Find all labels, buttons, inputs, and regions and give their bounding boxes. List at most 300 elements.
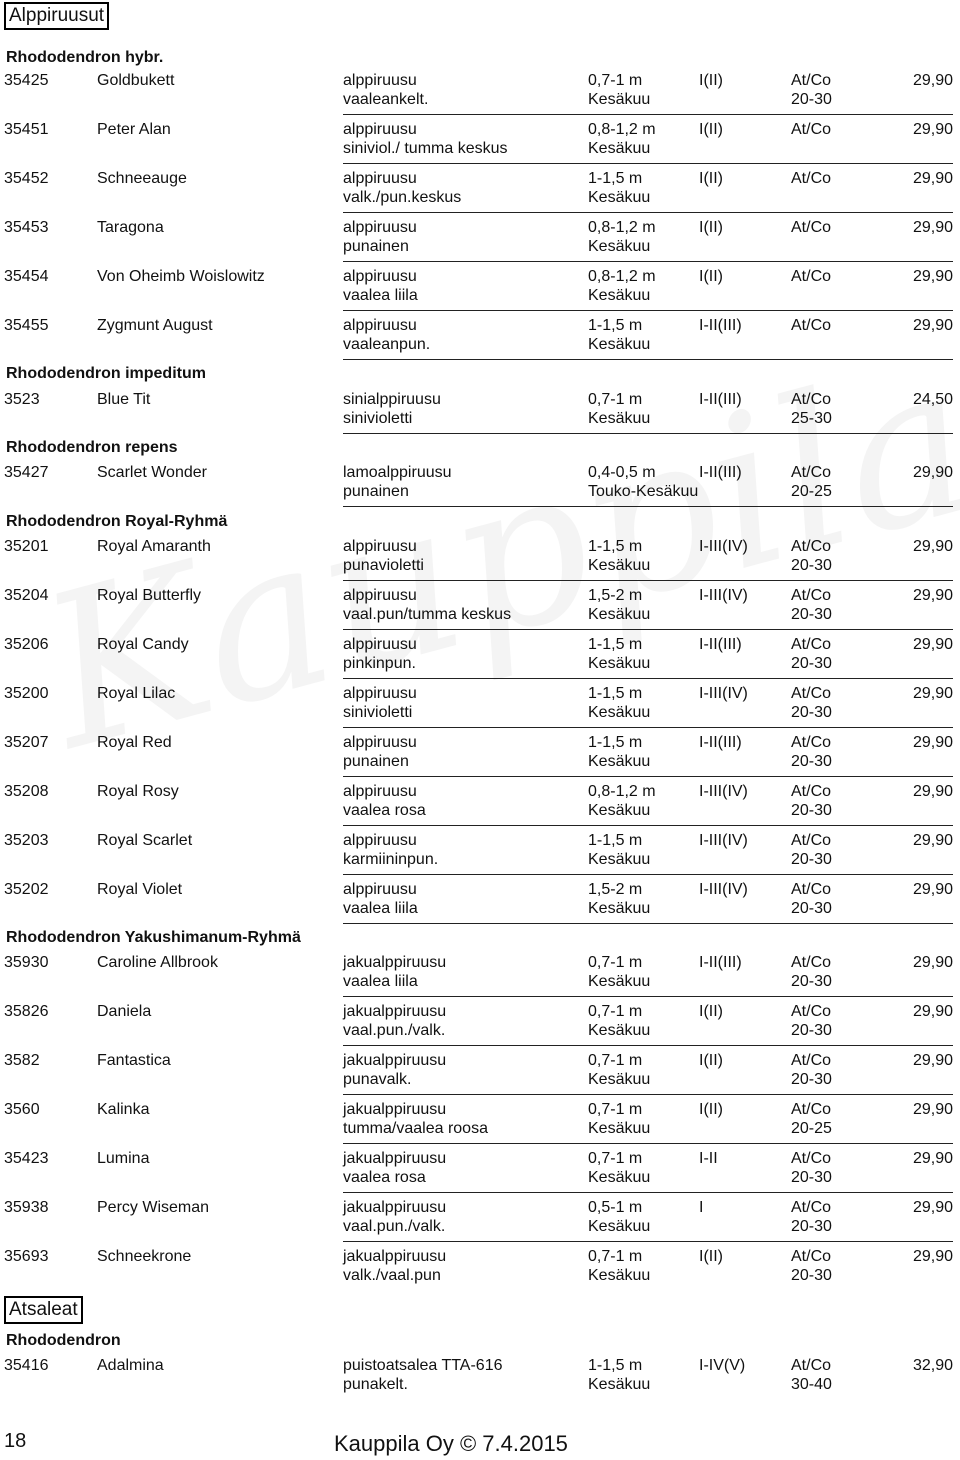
item-code-cell [4, 1051, 40, 1070]
item-type-line2: vaalea liila [343, 900, 418, 917]
item-type-cell [343, 684, 417, 722]
item-name-cell [97, 880, 182, 899]
item-code-cell [4, 390, 40, 409]
item-code: 35208 [4, 783, 49, 800]
item-price-cell [913, 267, 953, 286]
item-height-line2: Kesäkuu [588, 851, 651, 868]
footer-copyright: Kauppila Oy © 7.4.2015 [334, 1431, 568, 1456]
item-name: Schneekrone [97, 1248, 192, 1265]
item-price: 29,90 [912, 954, 953, 971]
item-type-cell [343, 1198, 446, 1236]
item-type: jakualppiruusu [343, 1248, 447, 1265]
item-type: jakualppiruusu [343, 1199, 447, 1216]
row-divider [343, 310, 953, 311]
item-zone-cell [699, 1356, 745, 1375]
row-divider [343, 776, 953, 777]
table-row [0, 218, 960, 267]
item-price-cell [913, 684, 953, 703]
item-soil-cell [791, 1247, 832, 1285]
section-title: Alppiruusut [4, 2, 109, 30]
item-type-line2: punainen [343, 753, 409, 770]
item-price-cell [913, 169, 953, 188]
item-price: 29,90 [912, 219, 953, 236]
item-soil-cell [791, 1149, 832, 1187]
item-code: 3582 [4, 1052, 40, 1069]
row-divider [343, 727, 953, 728]
item-soil-cell [791, 1002, 832, 1040]
item-type-line2: vaalea rosa [343, 1169, 426, 1186]
item-soil: At/Co [791, 954, 832, 971]
item-type: jakualppiruusu [343, 1150, 447, 1167]
item-soil: At/Co [791, 268, 832, 285]
group-title: Rhododendron hybr. [6, 49, 164, 66]
item-zone-cell [699, 880, 748, 899]
item-zone: I(II) [699, 170, 723, 187]
item-soil-line2: 20-30 [791, 1071, 832, 1088]
item-soil: At/Co [791, 783, 832, 800]
item-code-cell [4, 267, 49, 286]
item-height-cell [588, 267, 656, 305]
item-zone: I-II(III) [699, 464, 742, 481]
item-zone: I(II) [699, 268, 723, 285]
item-code: 35454 [4, 268, 49, 285]
item-zone: I(II) [699, 72, 723, 89]
item-height-line2: Kesäkuu [588, 557, 651, 574]
table-row [0, 1149, 960, 1198]
item-name: Blue Tit [97, 391, 151, 408]
item-type: puistoatsalea TTA-616 [343, 1357, 503, 1374]
item-soil-line2: 20-30 [791, 900, 832, 917]
item-price: 29,90 [912, 832, 953, 849]
item-code-cell [4, 1356, 49, 1375]
item-zone-cell [699, 1002, 723, 1021]
item-price: 29,90 [912, 1052, 953, 1069]
item-soil-line2: 20-30 [791, 704, 832, 721]
item-code-cell [4, 1247, 49, 1266]
item-price: 29,90 [912, 1003, 953, 1020]
item-price-cell [913, 1149, 953, 1168]
item-type: alppiruusu [343, 685, 417, 702]
item-name-cell [97, 120, 171, 139]
item-soil-cell [791, 120, 831, 139]
item-height: 1-1,5 m [588, 685, 643, 702]
item-zone-cell [699, 463, 742, 482]
item-zone: I-II(III) [699, 954, 742, 971]
item-height: 0,8-1,2 m [588, 783, 656, 800]
row-divider [343, 1045, 953, 1046]
item-height-cell [588, 463, 698, 501]
item-name-cell [97, 71, 174, 90]
item-height-line2: Kesäkuu [588, 1267, 651, 1284]
item-soil: At/Co [791, 734, 832, 751]
item-name-cell [97, 733, 172, 752]
item-type: alppiruusu [343, 72, 417, 89]
item-name-cell [97, 1356, 164, 1375]
item-price-cell [913, 218, 953, 237]
item-type-line2: vaal.pun/tumma keskus [343, 606, 512, 623]
group-title: Rhododendron impeditum [6, 365, 206, 382]
item-price-cell [913, 586, 953, 605]
item-soil-line2: 20-30 [791, 1169, 832, 1186]
item-type-line2: pinkinpun. [343, 655, 416, 672]
item-zone-cell [699, 218, 723, 237]
item-type-line2: punainen [343, 483, 409, 500]
item-price-cell [913, 782, 953, 801]
item-price: 29,90 [912, 121, 953, 138]
item-zone-cell [699, 684, 748, 703]
table-row [0, 684, 960, 733]
item-height: 0,7-1 m [588, 72, 643, 89]
item-name-cell [97, 316, 213, 335]
item-price-cell [913, 316, 953, 335]
item-zone-cell [699, 1149, 718, 1168]
item-zone-cell [699, 316, 742, 335]
item-height-cell [588, 316, 650, 354]
item-soil: At/Co [791, 391, 832, 408]
item-soil: At/Co [791, 219, 832, 236]
item-zone: I-II(III) [699, 317, 742, 334]
table-row [0, 1356, 960, 1405]
item-type-cell [343, 1002, 446, 1040]
item-soil-cell [791, 71, 832, 109]
item-soil-cell [791, 1100, 832, 1138]
item-zone-cell [699, 782, 748, 801]
item-type-line2: sinivioletti [343, 410, 413, 427]
item-zone-cell [699, 267, 723, 286]
item-name-cell [97, 586, 201, 605]
item-zone-cell [699, 953, 742, 972]
item-type-line2: siniviol./ tumma keskus [343, 140, 508, 157]
item-type: alppiruusu [343, 881, 417, 898]
group-divider [343, 359, 953, 360]
item-name-cell [97, 953, 218, 972]
row-divider [343, 1143, 953, 1144]
item-type: jakualppiruusu [343, 1101, 447, 1118]
item-zone: I-III(IV) [699, 587, 748, 604]
item-price-cell [913, 1100, 953, 1119]
item-code: 35200 [4, 685, 49, 702]
item-type-cell [343, 586, 511, 624]
item-zone-cell [699, 635, 742, 654]
item-height: 0,7-1 m [588, 1150, 643, 1167]
item-code: 3560 [4, 1101, 40, 1118]
item-zone: I-II(III) [699, 391, 742, 408]
item-soil-line2: 20-30 [791, 1218, 832, 1235]
item-zone: I [699, 1199, 704, 1216]
item-type-line2: vaaleankelt. [343, 91, 429, 108]
item-zone-cell [699, 1247, 723, 1266]
item-code-cell [4, 733, 49, 752]
item-type: alppiruusu [343, 587, 417, 604]
item-price: 29,90 [912, 464, 953, 481]
table-row [0, 880, 960, 929]
item-price-cell [913, 71, 953, 90]
item-soil: At/Co [791, 832, 832, 849]
item-name: Royal Candy [97, 636, 189, 653]
item-type-line2: vaalea liila [343, 287, 418, 304]
item-type: alppiruusu [343, 219, 417, 236]
item-height: 0,5-1 m [588, 1199, 643, 1216]
item-soil: At/Co [791, 1357, 832, 1374]
item-price: 29,90 [912, 170, 953, 187]
group-divider [343, 506, 953, 507]
item-type-line2: valk./pun.keskus [343, 189, 462, 206]
item-zone: I-II [699, 1150, 718, 1167]
item-zone: I-IV(V) [699, 1357, 746, 1374]
item-height-cell [588, 218, 656, 256]
item-type-cell [343, 733, 417, 771]
item-name-cell [97, 1051, 171, 1070]
item-price-cell [913, 880, 953, 899]
item-name: Scarlet Wonder [97, 464, 207, 481]
item-height-line2: Kesäkuu [588, 1120, 651, 1137]
item-code: 35425 [4, 72, 49, 89]
item-soil: At/Co [791, 72, 832, 89]
table-row [0, 537, 960, 586]
item-type-line2: vaal.pun./valk. [343, 1218, 446, 1235]
item-height-line2: Kesäkuu [588, 802, 651, 819]
row-divider [343, 1192, 953, 1193]
item-soil: At/Co [791, 1101, 832, 1118]
item-height-line2: Kesäkuu [588, 655, 651, 672]
item-soil: At/Co [791, 881, 832, 898]
item-type-line2: karmiininpun. [343, 851, 439, 868]
item-name-cell [97, 1002, 151, 1021]
table-row [0, 120, 960, 169]
item-height-cell [588, 537, 650, 575]
item-height: 0,7-1 m [588, 1052, 643, 1069]
item-price-cell [913, 463, 953, 482]
row-divider [343, 261, 953, 262]
item-soil: At/Co [791, 170, 832, 187]
item-height: 0,7-1 m [588, 1003, 643, 1020]
item-zone-cell [699, 169, 723, 188]
item-code-cell [4, 71, 49, 90]
item-type-line2: punavalk. [343, 1071, 412, 1088]
item-height-cell [588, 1149, 650, 1187]
item-type: jakualppiruusu [343, 954, 447, 971]
row-divider [343, 212, 953, 213]
table-row [0, 733, 960, 782]
item-type-cell [343, 1356, 503, 1394]
item-type-cell [343, 316, 430, 354]
item-name-cell [97, 1247, 191, 1266]
item-code-cell [4, 1002, 49, 1021]
item-name: Royal Rosy [97, 783, 179, 800]
item-name-cell [97, 831, 192, 850]
group-title: Rhododendron [6, 1332, 121, 1349]
item-code-cell [4, 684, 49, 703]
item-code-cell [4, 782, 49, 801]
item-soil-cell [791, 880, 832, 918]
item-height-cell [588, 586, 650, 624]
item-name-cell [97, 782, 179, 801]
table-row [0, 586, 960, 635]
row-divider [343, 1094, 953, 1095]
item-name: Kalinka [97, 1101, 150, 1118]
item-height: 0,7-1 m [588, 1248, 643, 1265]
item-price-cell [913, 1247, 953, 1266]
table-row [0, 953, 960, 1002]
item-soil-cell [791, 218, 831, 237]
row-divider [343, 874, 953, 875]
item-price: 29,90 [912, 1248, 953, 1265]
item-height-line2: Kesäkuu [588, 1022, 651, 1039]
item-height-line2: Kesäkuu [588, 704, 651, 721]
item-price: 29,90 [912, 1199, 953, 1216]
row-divider [343, 580, 953, 581]
item-soil-line2: 20-30 [791, 753, 832, 770]
item-zone: I-III(IV) [699, 881, 748, 898]
item-soil: At/Co [791, 1248, 832, 1265]
item-code: 35416 [4, 1357, 49, 1374]
item-height-line2: Kesäkuu [588, 753, 651, 770]
table-row [0, 316, 960, 365]
item-type: sinialppiruusu [343, 391, 441, 408]
section-title: Atsaleat [4, 1296, 83, 1324]
item-type-line2: tumma/vaalea roosa [343, 1120, 488, 1137]
item-name: Goldbukett [97, 72, 175, 89]
item-soil-cell [791, 1198, 832, 1236]
item-name: Royal Scarlet [97, 832, 193, 849]
item-soil-cell [791, 390, 832, 428]
item-name-cell [97, 1149, 149, 1168]
row-divider [343, 163, 953, 164]
item-soil-cell [791, 635, 832, 673]
item-zone-cell [699, 586, 748, 605]
item-zone-cell [699, 831, 748, 850]
item-zone: I(II) [699, 1248, 723, 1265]
item-name: Schneeauge [97, 170, 187, 187]
group-title: Rhododendron Yakushimanum-Ryhmä [6, 929, 301, 946]
item-height-cell [588, 1002, 650, 1040]
item-code: 35427 [4, 464, 49, 481]
item-height-cell [588, 390, 650, 428]
item-zone-cell [699, 1198, 703, 1217]
item-name: Percy Wiseman [97, 1199, 210, 1216]
item-name: Adalmina [97, 1357, 164, 1374]
item-code: 35938 [4, 1199, 49, 1216]
item-zone-cell [699, 390, 742, 409]
item-soil-cell [791, 953, 832, 991]
item-name: Von Oheimb Woislowitz [97, 268, 265, 285]
item-type: alppiruusu [343, 538, 417, 555]
item-type-cell [343, 390, 441, 428]
item-soil: At/Co [791, 685, 832, 702]
item-code: 35204 [4, 587, 49, 604]
item-name: Royal Amaranth [97, 538, 211, 555]
group-title: Rhododendron repens [6, 439, 178, 456]
item-code-cell [4, 1198, 49, 1217]
row-divider [343, 996, 953, 997]
item-zone: I-III(IV) [699, 685, 748, 702]
table-row [0, 169, 960, 218]
row-divider [343, 825, 953, 826]
item-soil-cell [791, 586, 832, 624]
item-code: 35826 [4, 1003, 49, 1020]
item-name: Daniela [97, 1003, 152, 1020]
item-code-cell [4, 635, 49, 654]
item-name: Royal Lilac [97, 685, 176, 702]
item-price: 29,90 [912, 317, 953, 334]
item-height: 0,7-1 m [588, 954, 643, 971]
item-height-line2: Kesäkuu [588, 91, 651, 108]
item-price-cell [913, 1198, 953, 1217]
row-divider [343, 678, 953, 679]
item-soil-line2: 20-30 [791, 802, 832, 819]
item-price-cell [913, 953, 953, 972]
item-soil-cell [791, 831, 832, 869]
item-height-line2: Kesäkuu [588, 1376, 651, 1393]
row-divider [343, 1241, 953, 1242]
item-type: alppiruusu [343, 832, 417, 849]
item-height-line2: Kesäkuu [588, 140, 651, 157]
item-soil-line2: 20-30 [791, 1267, 832, 1284]
item-price-cell [913, 537, 953, 556]
item-soil-line2: 20-25 [791, 483, 832, 500]
item-height-line2: Kesäkuu [588, 1218, 651, 1235]
item-code: 35423 [4, 1150, 49, 1167]
item-price-cell [913, 1356, 953, 1375]
item-height-line2: Kesäkuu [588, 238, 651, 255]
group-divider [343, 923, 953, 924]
item-height: 1-1,5 m [588, 734, 643, 751]
item-soil-cell [791, 1051, 832, 1089]
item-soil-cell [791, 684, 832, 722]
item-type-cell [343, 267, 418, 305]
item-code: 35452 [4, 170, 49, 187]
item-soil-line2: 20-30 [791, 557, 832, 574]
group-divider [343, 433, 953, 434]
item-zone: I-II(III) [699, 734, 742, 751]
item-type-cell [343, 537, 424, 575]
item-code-cell [4, 316, 49, 335]
item-zone: I(II) [699, 1052, 723, 1069]
item-price-cell [913, 120, 953, 139]
table-row [0, 1247, 960, 1296]
item-height: 1-1,5 m [588, 1357, 643, 1374]
item-soil-line2: 20-30 [791, 655, 832, 672]
item-height-line2: Kesäkuu [588, 1071, 651, 1088]
item-name-cell [97, 1100, 149, 1119]
item-price: 29,90 [912, 685, 953, 702]
item-height-cell [588, 1051, 650, 1089]
item-code: 35203 [4, 832, 49, 849]
item-height-line2: Kesäkuu [588, 900, 651, 917]
row-divider [343, 629, 953, 630]
item-soil-cell [791, 1356, 832, 1394]
item-zone-cell [699, 120, 723, 139]
item-zone: I-III(IV) [699, 783, 748, 800]
item-soil: At/Co [791, 1199, 832, 1216]
item-name-cell [97, 463, 207, 482]
item-type-line2: vaalea rosa [343, 802, 426, 819]
item-height-line2: Kesäkuu [588, 189, 651, 206]
item-type-cell [343, 120, 508, 158]
item-height-cell [588, 169, 650, 207]
item-height: 0,8-1,2 m [588, 219, 656, 236]
item-type-line2: sinivioletti [343, 704, 413, 721]
item-name-cell [97, 537, 211, 556]
item-height: 1-1,5 m [588, 538, 643, 555]
item-name-cell [97, 390, 150, 409]
item-name-cell [97, 218, 164, 237]
item-type: jakualppiruusu [343, 1003, 447, 1020]
group-title: Rhododendron Royal-Ryhmä [6, 513, 228, 530]
item-soil: At/Co [791, 464, 832, 481]
item-height: 0,7-1 m [588, 391, 643, 408]
item-type-line2: vaal.pun./valk. [343, 1022, 446, 1039]
